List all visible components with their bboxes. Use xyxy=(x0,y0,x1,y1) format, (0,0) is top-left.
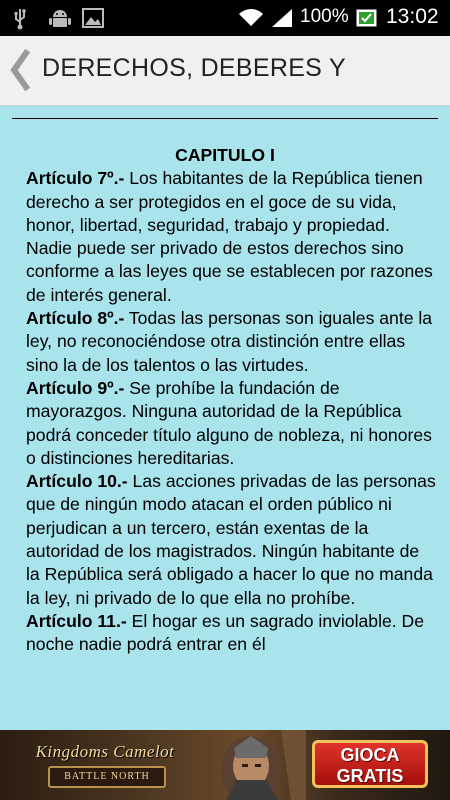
battery-percent: 100% xyxy=(300,6,349,27)
ad-brand-subtitle: BATTLE NORTH xyxy=(48,766,166,788)
ad-brand-title: Kingdoms Camelot xyxy=(35,742,175,761)
play-free-button[interactable]: GIOCA GRATIS xyxy=(312,740,428,788)
ad-banner[interactable] xyxy=(0,730,450,800)
action-bar xyxy=(0,36,450,106)
article-label: Artículo 11.- xyxy=(26,610,127,631)
article-label: Artículo 10.- xyxy=(26,471,128,492)
article-paragraph xyxy=(26,377,436,470)
back-chevron-icon[interactable] xyxy=(6,48,32,92)
battery-icon xyxy=(356,9,378,27)
android-icon xyxy=(48,8,72,30)
chapter-heading: CAPITULO I xyxy=(175,145,275,165)
wifi-icon xyxy=(238,8,264,28)
image-icon xyxy=(82,8,104,28)
ad-game-logo xyxy=(20,738,190,786)
law-text xyxy=(26,144,436,657)
signal-icon xyxy=(270,8,294,28)
divider xyxy=(12,118,438,119)
article-body: Todas las personas son iguales ante la ley, no reconociéndose otra distinción entre ellas sino la de los talentos o las virtudes. xyxy=(26,308,433,375)
article-body: El hogar es un sagrado inviolable. De noche nadie podrá entrar en él xyxy=(26,610,425,655)
article-body: Las acciones privadas de las personas que de ningún modo atacan el orden público ni perjudican a un tercero, están exentas de la autoridad de los magistrados. Ningún habitante de la República será obligado a hacer lo que no manda la ley, ni privado de lo que ella no prohíbe. xyxy=(26,471,436,608)
article-label: Artículo 9º.- xyxy=(26,377,125,398)
clock: 13:02 xyxy=(386,5,439,28)
article-paragraph xyxy=(26,610,436,657)
article-label: Artículo 8º.- xyxy=(26,308,125,329)
page-title: DERECHOS, DEBERES Y xyxy=(42,54,346,82)
article-body: Se prohíbe la fundación de mayorazgos. Ninguna autoridad de la República podrá conceder título alguno de nobleza, ni honores o distinciones hereditarias. xyxy=(26,377,432,468)
usb-icon xyxy=(12,8,28,30)
article-scroll-view[interactable] xyxy=(0,106,450,730)
article-paragraph xyxy=(26,307,436,377)
article-paragraph xyxy=(26,167,436,307)
article-label: Artículo 7º.- xyxy=(26,168,125,189)
article-paragraph xyxy=(26,470,436,610)
article-body: Los habitantes de la República tienen derecho a ser protegidos en el goce de su vida, honor, libertad, seguridad, trabajo y propiedad. Nadie puede ser privado de estos derechos sino conforme a las leyes que se establecen por razones de interés general. xyxy=(26,168,433,305)
status-bar xyxy=(0,0,450,36)
knight-illustration-icon xyxy=(196,730,306,800)
